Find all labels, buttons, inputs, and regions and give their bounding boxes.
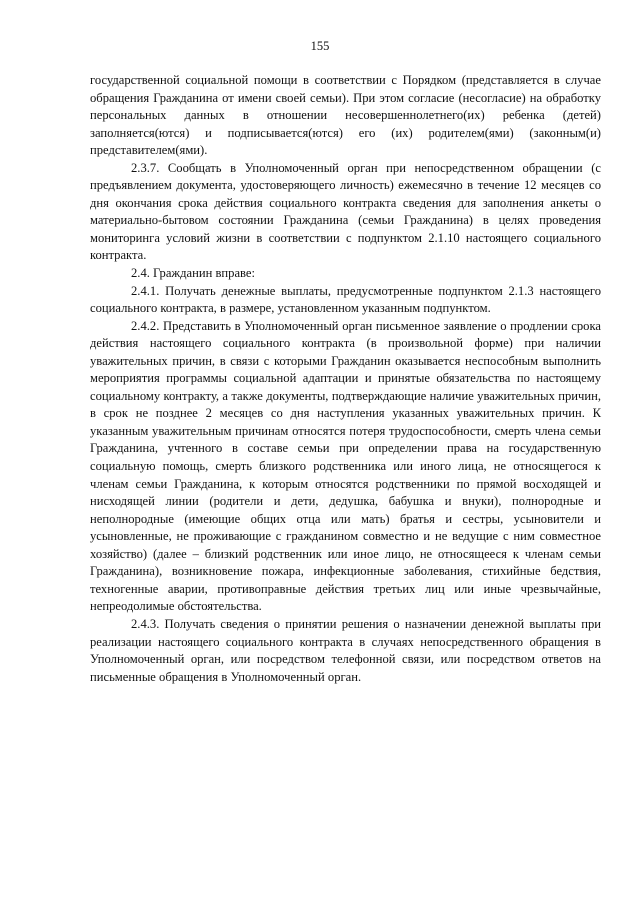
paragraph-2-3-7: 2.3.7. Сообщать в Уполномоченный орган при непосредственном обращении (с предъявлением документа, удостоверяющего личность) ежемесячно в течение 12 месяцев со дня окончания срока действия социального контракта сведения для заполнения анкеты о материально-бытовом состоянии Гражданина (семьи Гражданина) в целях проведения мониторинга условий жизни в соответствии с подпунктом 2.1.10 настоящего социального контракта. — [90, 160, 601, 263]
page-number: 155 — [310, 39, 330, 53]
paragraph-consent-continuation: государственной социальной помощи в соответствии с Порядком (представляется в случае обращения Гражданина от имени своей семьи). При этом согласие (несогласие) на обработку персональных данных в отношении несовершеннолетнего(их) ребенка (детей) заполняется(ются) и подписывается(ются) его (их) родителем(ями) (законным(и) представителем(ями). — [90, 73, 601, 158]
paragraph-2-4-3: 2.4.3. Получать сведения о принятии решения о назначении денежной выплаты при реализации настоящего социального контракта в случаях непосредственного обращения в Уполномоченный орган, или посредством телефонной связи, или посредством ответов на письменные обращения в Уполномоченный орган. — [90, 616, 601, 684]
paragraph-2-4-1: 2.4.1. Получать денежные выплаты, предусмотренные подпунктом 2.1.3 настоящего социального контракта, в размере, установленном указанным подпунктом. — [90, 283, 601, 316]
paragraph-2-4: 2.4. Гражданин вправе: — [131, 266, 256, 281]
paragraph-2-4-2: 2.4.2. Представить в Уполномоченный орган письменное заявление о продлении срока действия настоящего социального контракта (в произвольной форме) при наличии уважительных причин, в связи с которыми Гражданин оказывается неспособным выполнить мероприятия программы социальной адаптации и принятые обязательства по настоящему социальному контракту, а также документы, подтверждающие наличие уважительных причин, в срок не позднее 2 месяцев со дня наступления указанных уважительных причин. К указанным уважительным причинам относятся потеря трудоспособности, смерть члена семьи Гражданина, учтенного в составе семьи при определении права на государственную социальную помощь, смерть близкого родственника или иного лица, не относящегося к членам семьи Гражданина, к которым относятся родственники по прямой восходящей и нисходящей линии (родители и дети, дедушка, бабушка и внуки), полнородные и неполнородные (имеющие общих отца или мать) братья и сестры, усыновители и усыновленные, не проживающие с гражданином совместно и не ведущие с ним совместное хозяйство) (далее – близкий родственник или иное лицо, не относящееся к членам семьи Гражданина), возникновение пожара, инфекционные заболевания, стихийные бедствия, техногенные аварии, противоправные действия третьих лиц или иные чрезвычайные, непреодолимые обстоятельства. — [90, 318, 601, 614]
document-body — [90, 72, 601, 686]
